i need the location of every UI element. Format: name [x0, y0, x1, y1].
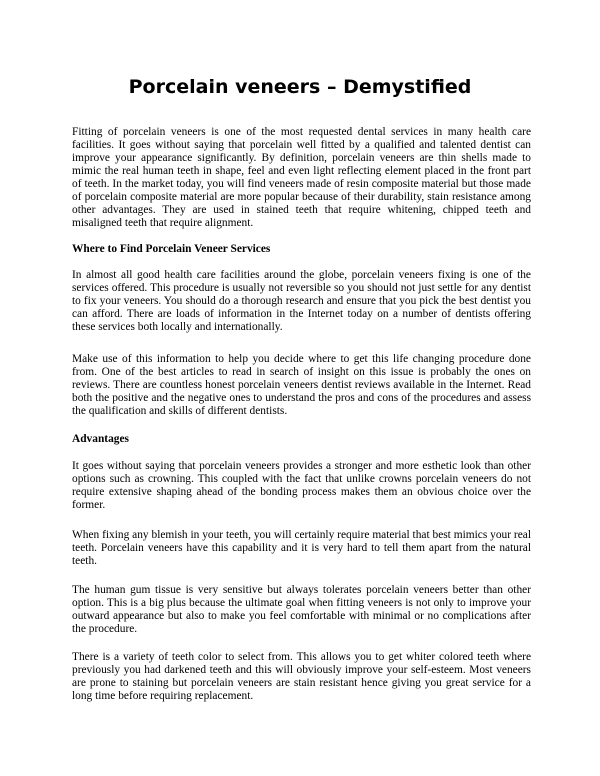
paragraph-where-to-find-2: Make use of this information to help you decide where to get this life changing procedure done from. One of the best articles to read in search of insight on this issue is probably the ones on reviews. There are countless honest porcelain veneers dentist reviews available in the Internet. Read both the positive and the negative ones to understand the pros and cons of the procedures and assess the qualification and skills of different dentists.: [72, 353, 531, 417]
section-heading-advantages: Advantages: [72, 433, 129, 445]
paragraph-where-to-find-1: In almost all good health care facilities around the globe, porcelain veneers fixing is one of the services offered. This procedure is usually not reversible so you should not just settle for any dentist to fix your veneers. You should do a thorough research and ensure that you pick the best dentist you can afford. There are loads of information in the Internet today on a number of dentists offering these services both locally and internationally.: [72, 269, 531, 333]
paragraph-advantages-2: When fixing any blemish in your teeth, you will certainly require material that best mimics your real teeth. Porcelain veneers have this capability and it is very hard to tell them apart from the natural teeth.: [72, 529, 531, 567]
document-title: Porcelain veneers – Demystified: [128, 76, 472, 98]
paragraph-advantages-3: The human gum tissue is very sensitive but always tolerates porcelain veneers better than other option. This is a big plus because the ultimate goal when fitting veneers is not only to improve your outward appearance but also to make you feel comfortable with minimal or no complications after the procedure.: [72, 584, 531, 635]
intro-paragraph: Fitting of porcelain veneers is one of the most requested dental services in many health care facilities. It goes without saying that porcelain well fitted by a qualified and talented dentist can improve your appearance significantly. By definition, porcelain veneers are thin shells made to mimic the real human teeth in shape, feel and even light reflecting element placed in the front part of teeth. In the market today, you will find veneers made of resin composite material but those made of porcelain composite material are more popular because of their durability, stain resistance among other advantages. They are used in stained teeth that require whitening, chipped teeth and misaligned teeth that require alignment.: [72, 126, 531, 229]
paragraph-advantages-1: It goes without saying that porcelain veneers provides a stronger and more esthetic look than other options such as crowning. This coupled with the fact that unlike crowns porcelain veneers do not require extensive shaping ahead of the bonding process makes them an obvious choice over the former.: [72, 460, 531, 511]
paragraph-advantages-4: There is a variety of teeth color to select from. This allows you to get whiter colored teeth where previously you had darkened teeth and this will obviously improve your self-esteem. Most veneers are prone to staining but porcelain veneers are stain resistant hence giving you great service for a long time before requiring replacement.: [72, 651, 531, 702]
section-heading-where-to-find: Where to Find Porcelain Veneer Services: [72, 243, 271, 255]
